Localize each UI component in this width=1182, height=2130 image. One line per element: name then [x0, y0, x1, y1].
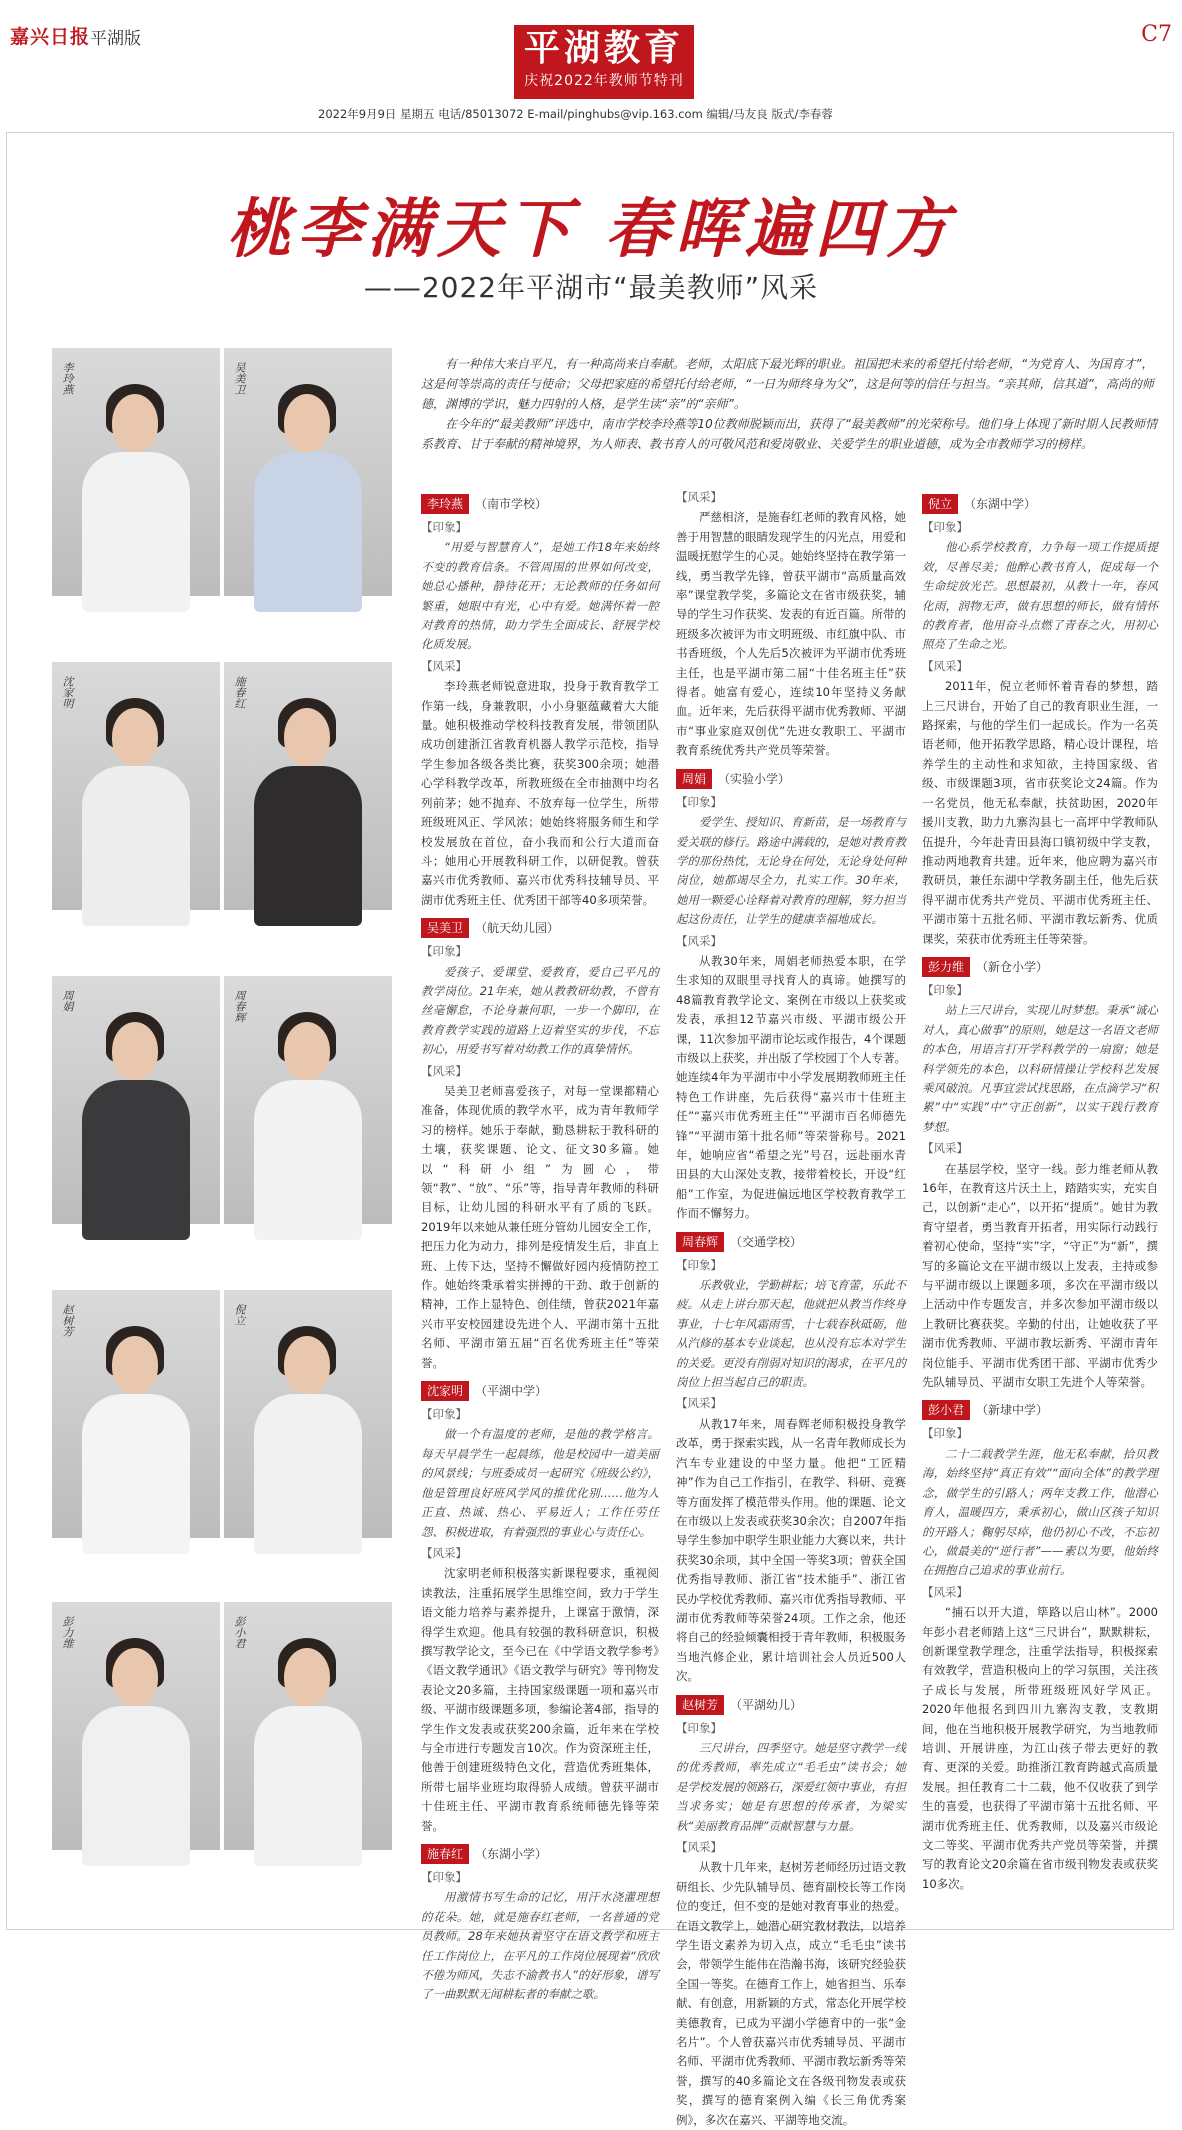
- impression-tag: 【印象】: [421, 1407, 467, 1422]
- impression-text: 爱孩子、爱课堂、爱教育，爱自己平凡的教学岗位。21年来，她从教教研幼教，不曾有丝毫懈怠，不论身兼何职，一步一个脚印，在教育教学实践的道路上迈着坚实的步伐，不忘初心，用爱书写着对幼教工作的真挚情怀。: [421, 964, 659, 1057]
- intro: [421, 354, 1159, 454]
- profile-header: [922, 957, 1158, 977]
- portrait-photo: [224, 1290, 392, 1538]
- portrait-photo: [52, 976, 220, 1224]
- impression-tag: 【印象】: [922, 1426, 968, 1441]
- impression-text: 爱学生、授知识、育新苗，是一场教育与爱关联的修行。路途中满载的，是她对教育教学的那份热忱，无论身在何处，无论身处何种岗位，她都竭尽全力，扎实工作。30年来，她用一颗爱心诠释着对教育的理解，努力担当起这份责任，让学生的健康幸福地成长。: [676, 815, 906, 927]
- intro-paragraph: 有一种伟大来自平凡，有一种高尚来自奉献。老师，太阳底下最光辉的职业。祖国把未来的希望托付给老师，“为党育人、为国育才”，这是何等崇高的责任与使命；父母把家庭的希望托付给老师，“一日为师终身为父”，这是何等的信任与担当。“亲其师，信其道”，高尚的师德，渊博的学识，魅力四射的人格，是学生读“亲”的“亲师”。: [421, 357, 1154, 411]
- style-tag: 【风采】: [922, 1584, 968, 1599]
- portrait-name: 周春辉: [233, 990, 246, 1023]
- teacher-name: 施春红: [421, 1844, 469, 1864]
- portrait-name: 吴美卫: [233, 362, 246, 395]
- school-name: （东湖中学）: [964, 497, 1037, 511]
- style-tag: 【风采】: [922, 1141, 968, 1156]
- dateline: 2022年9月9日 星期五 电话/85013072 E-mail/pinghubs@vip.163.com 编辑/马友良 版式/李春蓉: [318, 107, 833, 121]
- style-tag: 【风采】: [421, 1063, 467, 1078]
- impression-text: 三尺讲台，四季坚守。她是坚守教学一线的优秀教师，率先成立“毛毛虫”读书会；她是学校发展的领路石，深爱红领中事业，有担当求务实；她是有思想的传承者，为梁实秋“美丽教育品牌”贡献智慧与力量。: [676, 1740, 906, 1833]
- subheadline: ——2022年平湖市“最美教师”风采: [363, 271, 819, 304]
- style-tag: 【风采】: [676, 490, 722, 504]
- portrait-name: 李玲燕: [61, 362, 74, 395]
- profile-header: [676, 1695, 906, 1715]
- impression-text: 二十二载教学生涯，他无私奉献，拾贝教海，始终坚持“真正有效”“面向全体”的教学理念，做学生的引路人；两年支教工作，他潜心育人，温暖四方，秉承初心，做山区孩子知识的开路人；鞠躬尽瘁，他仍初心不改，不忘初心，做最美的“逆行者”——素以为要，他始终在拥抱自己追求的事业前行。: [922, 1446, 1158, 1578]
- style-text: 李玲燕老师锐意进取，投身于教育教学工作第一线，身兼教职，小小身躯蕴藏着大大能量。她积极推动学校科技教育发展，带领团队成功创建浙江省教育机器人教学示范校，指导学生参加各级各类比赛，获奖300余项；她潜心学科教学改革，所教班级在全市抽测中均名列前茅；她不抛弃、不放弃每一位学生，所带班级班风正、学风浓；她始终将服务师生和学校发展放在首位，奋小我而和公行大道而奋斗；她用心开展教科研工作，以研促教。曾获嘉兴市优秀教师、嘉兴市优秀科技辅导员、平湖市优秀班主任、优秀团干部等40多项荣誉。: [421, 679, 659, 907]
- teacher-name: 彭小君: [922, 1400, 970, 1420]
- text-column-3: [922, 486, 1158, 1922]
- profile-header: [922, 1400, 1158, 1420]
- school-name: （平湖中学）: [475, 1384, 548, 1399]
- school-name: （平湖幼儿）: [730, 1697, 803, 1712]
- school-name: （航天幼儿园）: [475, 921, 560, 936]
- portrait-photo: [52, 662, 220, 910]
- impression-tag: 【印象】: [922, 982, 968, 997]
- style-tag: 【风采】: [421, 1545, 467, 1560]
- portrait-name: 赵树芳: [61, 1304, 74, 1337]
- teacher-name: 周娟: [676, 769, 712, 789]
- page-number: C7: [1141, 22, 1172, 47]
- portrait-photo: [52, 348, 220, 596]
- portrait-photo: [224, 1602, 392, 1850]
- portrait-name: 彭小君: [233, 1616, 246, 1649]
- teacher-name: 倪立: [922, 494, 958, 514]
- impression-text: 站上三尺讲台，实现儿时梦想。秉承“诚心对人，真心做事”的原则，她是这一名语文老师的本色，用语言打开学科教学的一扇窗；她是科学领先的本色，以科研情操让学校科艺发展乘风破浪。凡事宜尝试找思路，在点滴学习“积累”中“实践”中“守正创新”，以实干践行教育梦想。: [922, 1003, 1158, 1134]
- style-text: 2011年，倪立老师怀着青春的梦想，踏上三尺讲台，开始了自己的教育职业生涯，一路探索，与他的学生们一起成长。作为一名英语老师，他开拓教学思路，精心设计课程，培养学生的主动性和求知欲，主持国家级、省级、市级课题3项，省市获奖论文24篇。作为一名党员，他无私奉献，扶贫助困，2020年援川支教，助力九寨沟县七一高坪中学教师队伍提升，今年赴青田县海口镇初级中学支教，推动两地教育共建。近年来，他应聘为嘉兴市教研员，兼任东湖中学教务副主任，他先后获得平湖市优秀共产党员、平湖市优秀班主任、平湖市第十五批名师、平湖市教坛新秀、优质课奖，荣获市优秀班主任等荣誉。: [922, 679, 1158, 946]
- impression-text: 乐教敬业，学勤耕耘；培飞育蕾，乐此不疲。从走上讲台那天起，他就把从教当作终身事业，十七年风霜雨雪，十七载春秋砥砺，他从汽修的基本专业谈起，也从没有忘本对学生的关爱。更没有削弱对知识的渴求，在平凡的岗位上担当起自己的职责。: [676, 1278, 906, 1390]
- portrait-photo: [224, 662, 392, 910]
- school-name: （新仓小学）: [976, 959, 1049, 974]
- impression-tag: 【印象】: [421, 1870, 467, 1884]
- profile-header: [421, 1381, 659, 1401]
- intro-paragraph: 在今年的“最美教师”评选中，南市学校李玲燕等10位教师脱颖而出，获得了“最美教师”的光荣称号。他们身上体现了新时期人民教师情系教育、甘于奉献的精神境界，为人师表、教书育人的可敬风范和爱岗敬业、关爱学生的职业道德，成为全市教师学习的榜样。: [421, 417, 1158, 451]
- teacher-name: 吴美卫: [421, 918, 469, 938]
- impression-text: 用激情书写生命的记忆，用汗水浇灌理想的花朵。她，就是施春红老师，一名普通的党员教师。28年来她执着坚守在语文教学和班主任工作岗位上，在平凡的工作岗位展现着“欣欣不倦为师风，失志不渝教书人”的好形象，谱写了一曲默默无闻耕耘者的奉献之歌。: [421, 1890, 659, 2002]
- portrait-name: 彭力维: [61, 1616, 74, 1649]
- style-tag: 【风采】: [922, 658, 968, 673]
- text-column-2: [676, 486, 906, 2127]
- style-text: 沈家明老师积极落实新课程要求，重视阅读教法，注重拓展学生思维空间，致力于学生语文能力培养与素养提升，上课富于激情，深得学生欢迎。他具有较强的教科研意识，积极撰写教学论文，至今已在《中学语文教学参考》《语文教学通讯》《语文教学与研究》等刊物发表论文20多篇，主持国家级课题一项和嘉兴市级、平湖市级课题多项，参编论著4部，指导的学生作文发表或获奖200余篇，近年来在学校与全市进行专题发言10次。作为资深班主任，他善于创建班级特色文化，营造优秀班集体，所带七届毕业班均取得骄人成绩。曾获平湖市十佳班主任、平湖市教育系统师德先锋等荣誉。: [421, 1566, 659, 1833]
- section-subtitle: 庆祝2022年教师节特刊: [524, 73, 684, 89]
- style-text: “捕石以开大道，筚路以启山林”。2000年彭小君老师踏上这“三尺讲台”，默默耕耘，创新课堂教学理念，注重学法指导，积极探索有效教学，营造积极向上的学习氛围，关注孩子成长与发展，所带班级班风好学风正。2020年他报名到四川九寨沟支教，支教期间，他在当地积极开展教学研究，为当地教师培训、开展讲座，为江山孩子带去更好的教育、更深的关爱。助推浙江教育跨越式高质量发展。担任教育二十二载，他不仅收获了到学生的喜爱，也获得了平湖市第十五批名师、平湖市优秀班主任、优秀教师，以及嘉兴市级论文二等奖、平湖市优秀共产党员等荣誉，并撰写的教育论文20余篇在省市级刊物发表或获奖10多次。: [922, 1605, 1158, 1891]
- style-text: 严慈相济，是施春红老师的教育风格，她善于用智慧的眼睛发现学生的闪光点，用爱和温暖抚慰学生的心灵。她始终坚持在教学第一线，勇当教学先锋，曾获平湖市“高质量高效率”课堂教学奖，多篇论文在省市级获奖，辅导的学生习作获奖、发表的有近百篇。所带的班级多次被评为市文明班级、市红旗中队、市书香班级，个人先后5次被评为平湖市优秀班主任，也是平湖市第二届“十佳名班主任”获得者。她富有爱心，连续10年坚持义务献血。近年来，先后获得平湖市优秀教师、平湖市“事业家庭双创优”先进女教职工、平湖市教育系统优秀共产党员等荣誉。: [676, 510, 906, 758]
- profile-header: [676, 1232, 906, 1252]
- school-name: （实验小学）: [718, 771, 791, 786]
- portrait-name: 沈家明: [61, 676, 74, 709]
- portrait-photo: [224, 976, 392, 1224]
- style-tag: 【风采】: [676, 933, 722, 948]
- profile-header: [421, 494, 659, 514]
- portrait-name: 施春红: [233, 676, 246, 709]
- portrait-photo: [224, 348, 392, 596]
- paper-name: 嘉兴日报: [10, 26, 91, 48]
- teacher-name: 李玲燕: [421, 494, 469, 514]
- profile-header: [676, 769, 906, 789]
- school-name: （东湖小学）: [475, 1847, 548, 1861]
- profile-header: [421, 918, 659, 938]
- impression-text: “用爱与智慧育人”，是她工作18年来始终不变的教育信条。不管周围的世界如何改变，她总心播种，静待花开；无论教师的任务如何繁重，她眼中有光，心中有爱。她满怀着一腔对教育的热情，助力学生全面成长、舒展学校化质发展。: [421, 540, 659, 652]
- impression-tag: 【印象】: [676, 1720, 722, 1735]
- impression-text: 他心系学校教育，力争每一项工作提质提效，尽善尽美；他醉心教书育人，促成每一个生命绽放光芒。思想最初，从教十一年，春风化雨，润物无声，做有思想的师长，做有情怀的教育者，他用奋斗点燃了青春之火，用初心照亮了生命之光。: [922, 540, 1158, 652]
- headline: 桃李满天下 春晖遍四方: [226, 192, 956, 267]
- profile-header: [421, 1844, 659, 1864]
- impression-tag: 【印象】: [676, 794, 722, 809]
- school-name: （南市学校）: [475, 497, 548, 511]
- portrait-photo: [52, 1290, 220, 1538]
- portrait-name: 周娟: [61, 990, 74, 1012]
- style-tag: 【风采】: [421, 658, 467, 673]
- style-text: 吴美卫老师喜爱孩子，对每一堂课都精心准备，体现优质的教学水平，成为青年教师学习的榜样。她乐于奉献，勤恳耕耘于教科研的土壤，获奖课题、论文、征文30多篇。她以“科研小组”为圆心，带领“教”、“放”、“乐”等，指导青年教师的科研目标，让幼儿园的科研水平有了质的飞跃。2019年以来她从兼任班分管幼儿园安全工作，把压力化为动力，排列是疫情发生后，非直上班、上传下达，坚持不懈做好园内疫情防控工作。她始终秉承着实拼搏的干劲、敢于创新的精神，工作上显特色、创佳绩，曾获2021年嘉兴市平安校园建设先进个人、平湖市第十五批名师、平湖市第五届“百名优秀班主任”等荣誉。: [421, 1083, 659, 1370]
- style-text: 从教17年来，周春辉老师积极投身教学改革，勇于探索实践，从一名青年教师成长为汽车专业建设的中坚力量。他把“工匠精神”作为自己工作指引，在教学、科研、竞赛等方面发挥了模范带头作用。他的课题、论文在市级以上发表或获奖30余次；自2007年指导学生参加中职学生职业能力大赛以来，共计获奖30余项，其中全国一等奖3项；曾获全国优秀指导教师、浙江省“技术能手”、浙江省民办学校优秀教师、嘉兴市优秀指导教师、平湖市优秀教师等荣誉24项。工作之余，他还将自己的经验倾囊相授于青年教师，积极服务当地汽修企业，累计培训社会人员近500人次。: [676, 1416, 906, 1684]
- portrait-photo: [52, 1602, 220, 1850]
- portrait-name: 倪立: [233, 1304, 246, 1326]
- school-name: （新埭中学）: [976, 1403, 1049, 1418]
- teacher-name: 周春辉: [676, 1232, 724, 1252]
- impression-tag: 【印象】: [421, 944, 467, 959]
- impression-tag: 【印象】: [922, 520, 968, 534]
- style-text: 在基层学校，坚守一线。彭力维老师从教16年，在教育这片沃土上，踏踏实实，充实自己，以创新“走心”，以开拓“提质”。她甘为教育守望者，勇当教育开拓者，用实际行动践行着初心使命，坚持“实”字，“守正”为“新”，撰写的多篇论文在平湖市级以上发表，主持或参与平湖市级以上课题多项，多次在平湖市级以上活动中作专题发言，并多次参加平湖市级以上教研比赛获奖。辛勤的付出，让她收获了平湖市优秀教师、平湖市教坛新秀、平湖市青年岗位能手、平湖市优秀团干部、平湖市优秀少先队辅导员、平湖市女职工先进个人等荣誉。: [922, 1161, 1158, 1390]
- teacher-name: 沈家明: [421, 1381, 469, 1401]
- profile-header: [922, 494, 1158, 514]
- style-tag: 【风采】: [676, 1396, 722, 1411]
- teacher-name: 赵树芳: [676, 1695, 724, 1715]
- text-column-1: [421, 486, 659, 2002]
- style-text: 从教30年来，周娟老师热爱本职，在学生求知的双眼里寻找育人的真谛。她撰写的48篇教育教学论文、案例在市级以上获奖或发表，承担12节嘉兴市级、平湖市级公开课，11次参加平湖市论坛或作报告，4个课题市级以上获奖，并出版了学校园丁个人专著。她连续4年为平湖市中小学发展期教师班主任特色工作讲座，先后获得“嘉兴市十佳班主任”“嘉兴市优秀班主任”“平湖市百名师德先锋”“平湖市第十批名师”等荣誉称号。2021年，她响应省“希望之光”号召，远赴丽水青田县的大山深处支教，接带着校长，开设“红船”工作室，为促进偏远地区学校教育教学工作而不懈努力。: [676, 953, 906, 1221]
- school-name: （交通学校）: [730, 1234, 803, 1249]
- impression-tag: 【印象】: [421, 520, 467, 534]
- teacher-name: 彭力维: [922, 957, 970, 977]
- section-title: 平湖教育: [523, 27, 684, 69]
- style-text: 从教十几年来，赵树芳老师经历过语文教研组长、少先队辅导员、德育副校长等工作岗位的变迁，但不变的是她对教育事业的热爱。在语文教学上，她潜心研究教材教法，以培养学生语文素养为切入点，成立“毛毛虫”读书会，带领学生能伟在浩瀚书海，该研究经验获全国一等奖。在德育工作上，她省担当、乐奉献、有创意，用新颖的方式，常态化开展学校美德教育，已成为平湖小学德育中的一张“金名片”。个人曾获嘉兴市优秀辅导员、平湖市名师、平湖市优秀教师、平湖市教坛新秀等荣誉，撰写的40多篇论文在各级刊物发表或获奖，撰写的德育案例入编《长三角优秀案例》，多次在嘉兴、平湖等地交流。: [676, 1860, 906, 2127]
- style-tag: 【风采】: [676, 1840, 722, 1854]
- impression-tag: 【印象】: [676, 1257, 722, 1272]
- impression-text: 做一个有温度的老师，是他的教学格言。每天早晨学生一起晨练，他是校园中一道美丽的风景线；与班委成员一起研究《班级公约》，他是管理良好班风学风的推优化别……他为人正直、热诚、热心、平易近人；工作任劳任怨、积极进取，有着强烈的事业心与责任心。: [421, 1427, 659, 1539]
- edition-label: 平湖版: [90, 29, 141, 49]
- section-logo: [514, 25, 694, 99]
